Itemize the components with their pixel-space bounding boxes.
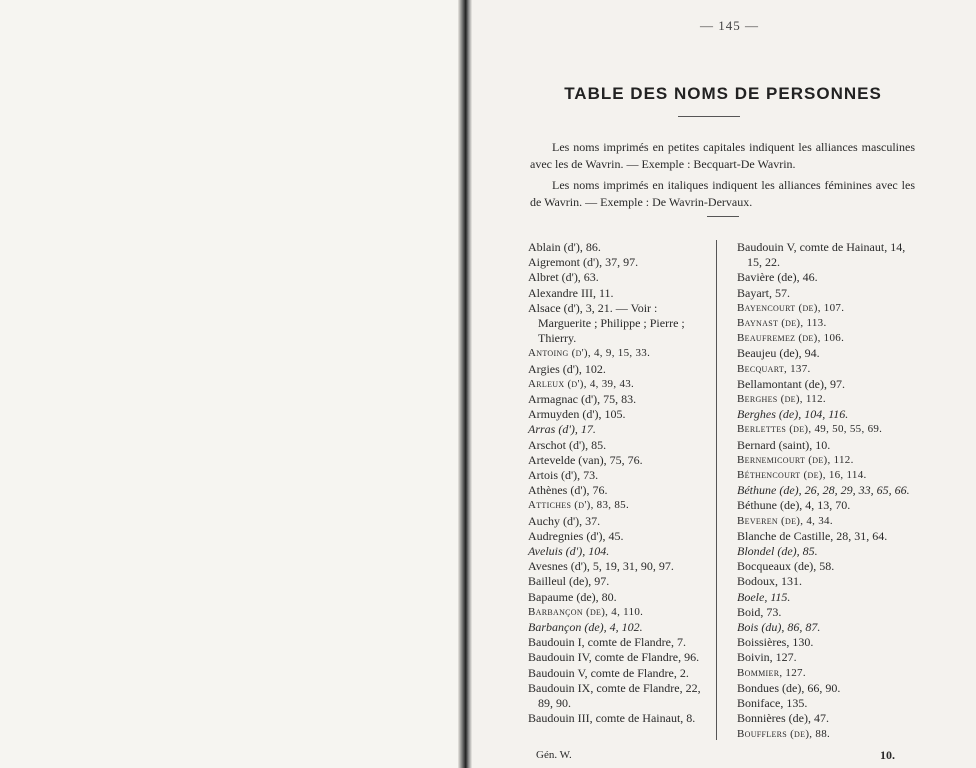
- signature-number: 10.: [880, 748, 895, 762]
- index-entry: Baudouin V, comte de Hainaut, 14, 15, 22.: [737, 240, 906, 270]
- index-entry: Beaufremez (de), 106.: [737, 332, 845, 345]
- signature-mark: Gén. W.: [536, 749, 572, 761]
- index-entry: Arleux (d'), 4, 39, 43.: [528, 377, 635, 390]
- index-entry: Barbançon (de), 4, 102.: [528, 620, 643, 635]
- index-entry: Alexandre III, 11.: [528, 285, 614, 300]
- index-entry: Bellamontant (de), 97.: [737, 376, 845, 391]
- index-entry: Boniface, 135.: [737, 696, 808, 711]
- index-entry: Boufflers (de), 88.: [737, 727, 831, 740]
- index-entry: Bernemicourt (de), 112.: [737, 453, 854, 466]
- index-entry: Antoing (d'), 4, 9, 15, 33.: [528, 347, 651, 360]
- index-entry: Berlettes (de), 49, 50, 55, 69.: [737, 423, 883, 436]
- index-entry: Bernard (saint), 10.: [737, 437, 831, 452]
- index-entry: Boele, 115.: [737, 589, 791, 604]
- index-entry: Becquart, 137.: [737, 362, 811, 375]
- index-column-left: [528, 240, 705, 727]
- index-entry: Bailleul (de), 97.: [528, 574, 610, 589]
- title-rule: [678, 116, 740, 117]
- index-entry: Bois (du), 86, 87.: [737, 620, 821, 635]
- index-entry: Bommier, 127.: [737, 666, 806, 679]
- intro-rule: [707, 216, 739, 217]
- index-entry: Beveren (de), 4, 34.: [737, 514, 833, 527]
- index-entry: Berghes (de), 112.: [737, 393, 826, 406]
- blank-left-page: [0, 0, 462, 768]
- index-entry: Béthune (de), 26, 28, 29, 33, 65, 66.: [737, 483, 910, 498]
- index-entry: Blondel (de), 85.: [737, 544, 818, 559]
- index-entry: Baudouin IV, comte de Flandre, 96.: [528, 650, 700, 665]
- index-entry: Armagnac (d'), 75, 83.: [528, 392, 637, 407]
- index-entry: Arschot (d'), 85.: [528, 437, 607, 452]
- intro-text-2: Les noms imprimés en italiques indiquent les alliances féminines avec les de Wavrin. — Exemple : De Wavrin-Dervaux.: [530, 178, 915, 209]
- page-number: — 145 —: [700, 18, 759, 33]
- index-entry: Artois (d'), 73.: [528, 468, 599, 483]
- index-entry: Blanche de Castille, 28, 31, 64.: [737, 528, 888, 543]
- index-entry: Bondues (de), 66, 90.: [737, 680, 841, 695]
- intro-paragraph-2: [530, 177, 915, 211]
- index-entry: Aveluis (d'), 104.: [528, 544, 610, 559]
- index-entry: Berghes (de), 104, 116.: [737, 407, 849, 422]
- index-entry: Beaujeu (de), 94.: [737, 346, 820, 361]
- index-entry: Auchy (d'), 37.: [528, 513, 601, 528]
- index-entry: Athènes (d'), 76.: [528, 483, 608, 498]
- index-entry: Baudouin IX, comte de Flandre, 22, 89, 90.: [528, 680, 701, 711]
- intro-text-1: Les noms imprimés en petites capitales indiquent les alliances masculines avec les de Wavrin. — Exemple : Becquart-De Wavrin.: [530, 140, 915, 171]
- column-divider: [716, 240, 717, 740]
- index-entry: Boissières, 130.: [737, 635, 814, 650]
- index-entry: Avesnes (d'), 5, 19, 31, 90, 97.: [528, 559, 674, 574]
- index-entry: Bonnières (de), 47.: [737, 711, 829, 726]
- index-entry: Ablain (d'), 86.: [528, 240, 601, 254]
- intro-paragraph-1: [530, 139, 915, 173]
- index-entry: Audregnies (d'), 45.: [528, 528, 624, 543]
- index-entry: Armuyden (d'), 105.: [528, 407, 626, 422]
- index-entry: Bapaume (de), 80.: [528, 589, 617, 604]
- page-title: TABLE DES NOMS DE PERSONNES: [564, 84, 882, 103]
- book-gutter: [458, 0, 472, 768]
- index-entry: Béthune (de), 4, 13, 70.: [737, 498, 851, 513]
- index-entry: Bayencourt (de), 107.: [737, 301, 845, 314]
- index-entry: Argies (d'), 102.: [528, 361, 606, 376]
- index-entry: Bodoux, 131.: [737, 574, 803, 589]
- index-entry: Arras (d'), 17.: [528, 422, 596, 437]
- index-entry: Boivin, 127.: [737, 650, 797, 665]
- index-entry: Baynast (de), 113.: [737, 317, 827, 330]
- index-entry: Attiches (d'), 83, 85.: [528, 499, 630, 512]
- index-entry: Alsace (d'), 3, 21. — Voir : Marguerite ; Philippe ; Pierre ; Thierry.: [528, 300, 685, 346]
- index-entry: Béthencourt (de), 16, 114.: [737, 469, 867, 482]
- index-entry: Artevelde (van), 75, 76.: [528, 452, 643, 467]
- index-entry: Bavière (de), 46.: [737, 270, 818, 285]
- index-column-right: [737, 240, 917, 742]
- index-entry: Baudouin III, comte de Hainaut, 8.: [528, 711, 696, 726]
- index-entry: Boid, 73.: [737, 604, 782, 619]
- index-entry: Bayart, 57.: [737, 285, 790, 300]
- index-entry: Baudouin V, comte de Flandre, 2.: [528, 665, 689, 680]
- index-entry: Albret (d'), 63.: [528, 270, 599, 285]
- index-entry: Barbançon (de), 4, 110.: [528, 605, 644, 618]
- index-entry: Baudouin I, comte de Flandre, 7.: [528, 635, 686, 650]
- index-entry: Bocqueaux (de), 58.: [737, 559, 835, 574]
- index-entry: Aigremont (d'), 37, 97.: [528, 255, 639, 270]
